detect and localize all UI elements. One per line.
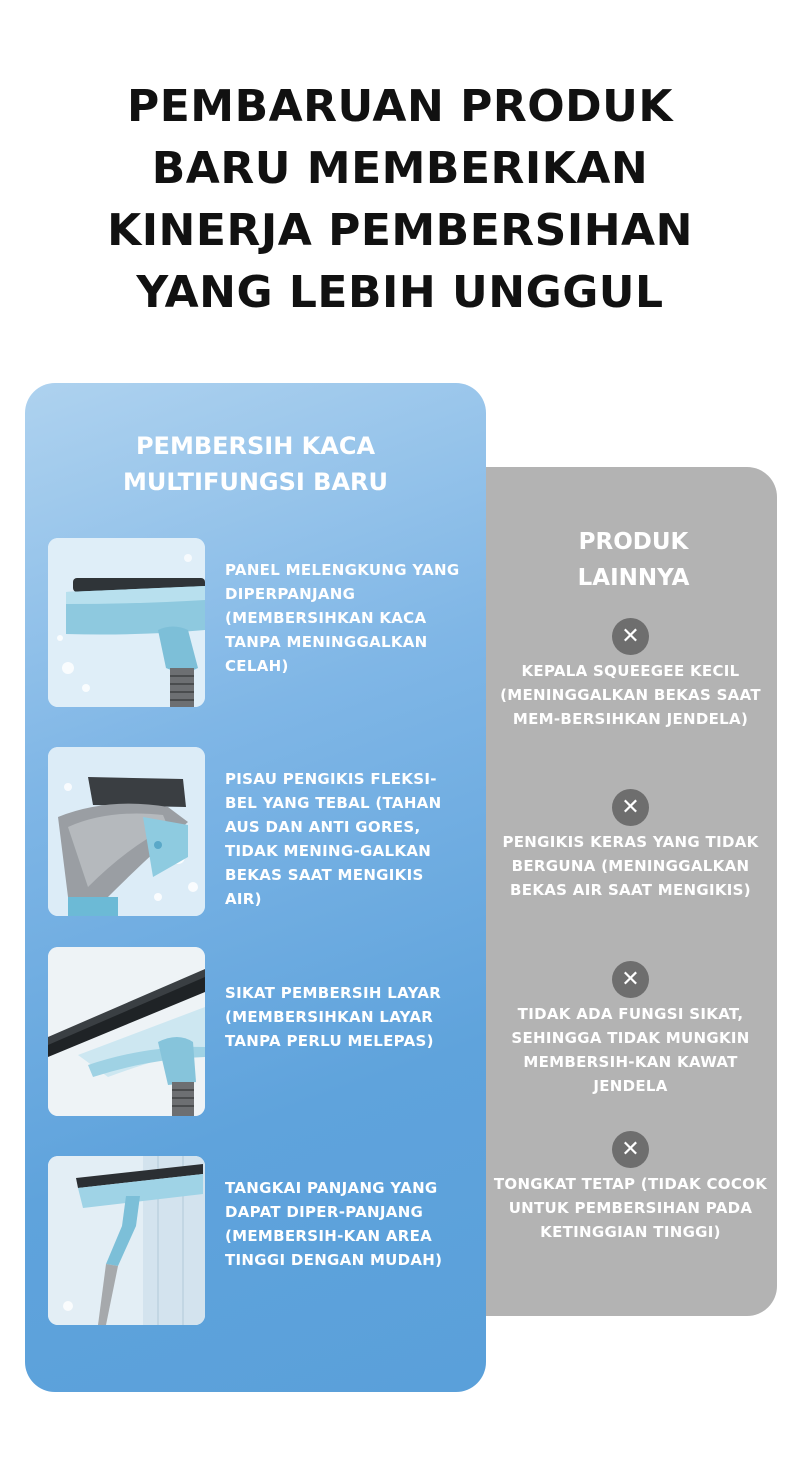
new-product-title-line-1: PEMBERSIH KACA (135, 432, 376, 460)
drawback-text-1: KEPALA SQUEEGEE KECIL (MENINGGALKAN BEKAS SAAT MEM-BERSIHKAN JENDELA) (500, 662, 761, 728)
feature-text-2: PISAU PENGIKIS FLEKSI-BEL YANG TEBAL (TAHAN AUS DAN ANTI GORES, TIDAK MENING-GALKAN BEKAS SAAT MENGIKIS AIR) (225, 770, 442, 908)
close-icon: ✕ (612, 618, 649, 655)
headline-line-3: KINERJA PEMBERSIHAN (107, 205, 693, 256)
other-products-title-line-1: PRODUK (578, 529, 689, 555)
new-product-title-line-2: MULTIFUNGSI BARU (122, 468, 389, 496)
curved-panel-squeegee-photo (48, 538, 205, 707)
close-icon: ✕ (612, 1131, 649, 1168)
new-product-title (25, 428, 486, 500)
headline-line-4: YANG LEBIH UNGGUL (136, 267, 664, 318)
other-products-title (470, 524, 797, 596)
headline (0, 76, 800, 324)
flexible-scraper-blade-photo (48, 747, 205, 916)
drawback-text-2: PENGIKIS KERAS YANG TIDAK BERGUNA (MENINGGALKAN BEKAS AIR SAAT MENGIKIS) (502, 833, 759, 899)
drawback-text-3: TIDAK ADA FUNGSI SIKAT, SEHINGGA TIDAK MUNGKIN MEMBERSIH-KAN KAWAT JENDELA (511, 1005, 750, 1095)
headline-line-1: PEMBARUAN PRODUK (126, 81, 673, 132)
drawback-text-4: TONGKAT TETAP (TIDAK COCOK UNTUK PEMBERSIHAN PADA KETINGGIAN TINGGI) (493, 1175, 768, 1241)
headline-line-2: BARU MEMBERIKAN (151, 143, 649, 194)
feature-text-4: TANGKAI PANJANG YANG DAPAT DIPER-PANJANG (MEMBERSIH-KAN AREA TINGGI DENGAN MUDAH) (225, 1179, 443, 1269)
feature-text-1: PANEL MELENGKUNG YANG DIPERPANJANG (MEMBERSIHKAN KACA TANPA MENINGGALKAN CELAH) (225, 561, 460, 675)
close-icon: ✕ (612, 961, 649, 998)
screen-brush-photo (48, 947, 205, 1116)
close-icon: ✕ (612, 789, 649, 826)
other-products-title-line-2: LAINNYA (577, 565, 690, 591)
extendable-pole-photo (48, 1156, 205, 1325)
feature-text-3: SIKAT PEMBERSIH LAYAR (MEMBERSIHKAN LAYAR TANPA PERLU MELEPAS) (225, 984, 442, 1050)
